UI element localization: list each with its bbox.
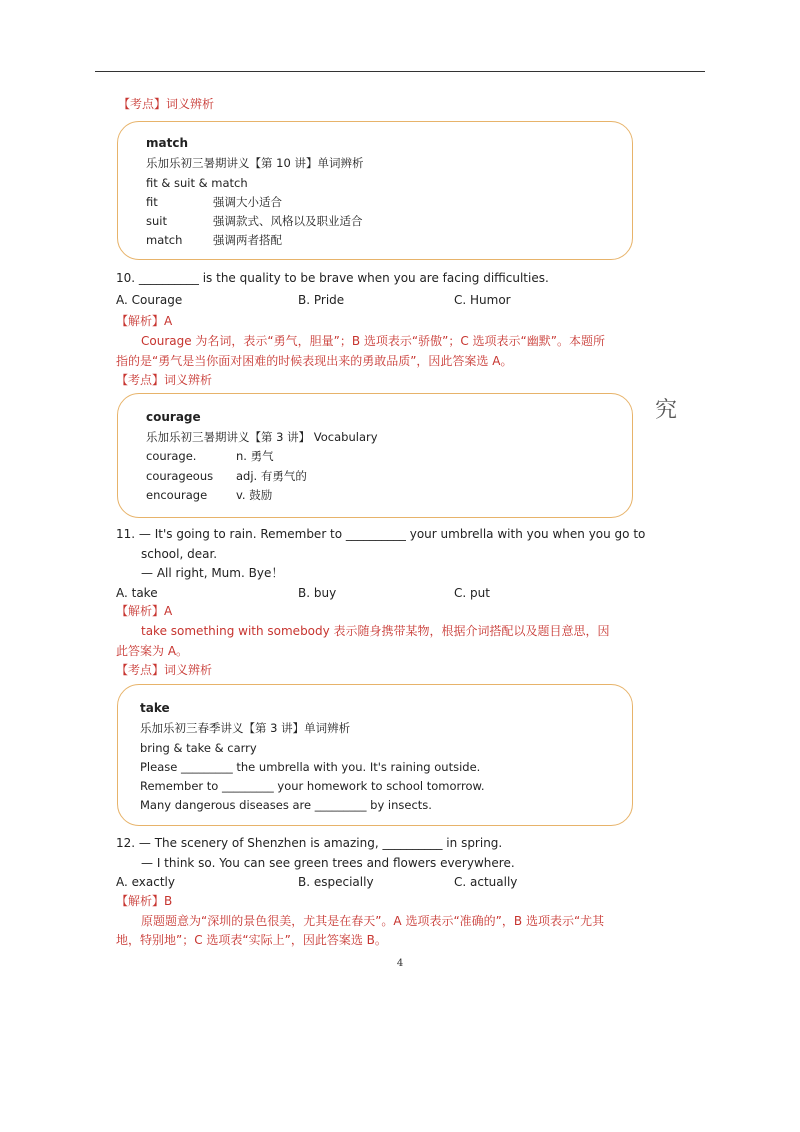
vocab-box-courage: [117, 393, 633, 518]
box-word: match: [146, 233, 183, 247]
box-title: courage: [146, 410, 201, 424]
box-subtitle: 乐加乐初三暑期讲义【第 10 讲】单词辨析: [146, 156, 364, 170]
box-title: match: [146, 136, 188, 150]
question-11-stem: 11. — It's going to rain. Remember to __________ your umbrella with you when you go to: [116, 527, 646, 541]
page-number: 4: [396, 958, 404, 969]
vocab-box-take: [117, 684, 633, 826]
option-b: B. Pride: [298, 293, 345, 307]
kaodian-label: 【考点】词义辨析: [116, 373, 213, 387]
option-a: A. take: [116, 586, 158, 600]
box-meaning: 强调大小适合: [213, 195, 282, 209]
analysis-label: 【解析】B: [116, 894, 173, 908]
box-word: encourage: [146, 488, 208, 502]
question-11-stem: — All right, Mum. Bye！: [141, 566, 284, 580]
box-subtitle: 乐加乐初三暑期讲义【第 3 讲】 Vocabulary: [146, 430, 378, 444]
option-c: C. Humor: [454, 293, 511, 307]
analysis-text: 地，特别地”；C 选项表“实际上”，因此答案选 B。: [116, 933, 387, 947]
box-line: Remember to _________ your homework to school tomorrow.: [140, 779, 485, 793]
box-line: Please _________ the umbrella with you. It's raining outside.: [140, 760, 481, 774]
kaodian-label: 【考点】词义辨析: [118, 97, 215, 111]
header-divider: [95, 71, 705, 72]
box-meaning: v. 鼓励: [236, 488, 273, 502]
analysis-text: 指的是“勇气是当你面对困难的时候表现出来的勇敢品质”，因此答案选 A。: [116, 354, 513, 368]
question-12-stem: — I think so. You can see green trees and flowers everywhere.: [141, 856, 515, 870]
box-word: fit: [146, 195, 158, 209]
option-c: C. put: [454, 586, 490, 600]
box-word: courage.: [146, 449, 197, 463]
option-b: B. especially: [298, 875, 374, 889]
box-line: fit & suit & match: [146, 176, 248, 190]
question-10-stem: 10. __________ is the quality to be brave when you are facing difficulties.: [116, 271, 549, 285]
box-meaning: adj. 有勇气的: [236, 469, 307, 483]
option-a: A. exactly: [116, 875, 175, 889]
box-meaning: n. 勇气: [236, 449, 274, 463]
box-line: Many dangerous diseases are _________ by insects.: [140, 798, 432, 812]
option-b: B. buy: [298, 586, 337, 600]
box-meaning: 强调款式、风格以及职业适合: [213, 214, 363, 228]
option-a: A. Courage: [116, 293, 183, 307]
question-11-stem: school, dear.: [141, 547, 218, 561]
kaodian-label: 【考点】词义辨析: [116, 663, 213, 677]
box-word: suit: [146, 214, 167, 228]
analysis-label: 【解析】A: [116, 314, 173, 328]
analysis-text: Courage 为名词，表示“勇气，胆量”；B 选项表示“骄傲”；C 选项表示“幽默”。本题所: [141, 334, 605, 348]
vocab-box-match: [117, 121, 633, 260]
analysis-text: take something with somebody 表示随身携带某物，根据介词搭配以及题目意思，因: [141, 624, 610, 638]
analysis-text: 此答案为 A。: [116, 644, 189, 658]
watermark-glyph: 究: [655, 398, 678, 423]
box-word: courageous: [146, 469, 214, 483]
box-line: bring & take & carry: [140, 741, 257, 755]
analysis-label: 【解析】A: [116, 604, 173, 618]
box-meaning: 强调两者搭配: [213, 233, 282, 247]
box-subtitle: 乐加乐初三春季讲义【第 3 讲】单词辨析: [140, 721, 351, 735]
option-c: C. actually: [454, 875, 518, 889]
analysis-text: 原题题意为“深圳的景色很美，尤其是在春天”。A 选项表示“准确的”，B 选项表示“尤其: [141, 914, 605, 928]
box-title: take: [140, 701, 170, 715]
question-12-stem: 12. — The scenery of Shenzhen is amazing, __________ in spring.: [116, 836, 503, 850]
